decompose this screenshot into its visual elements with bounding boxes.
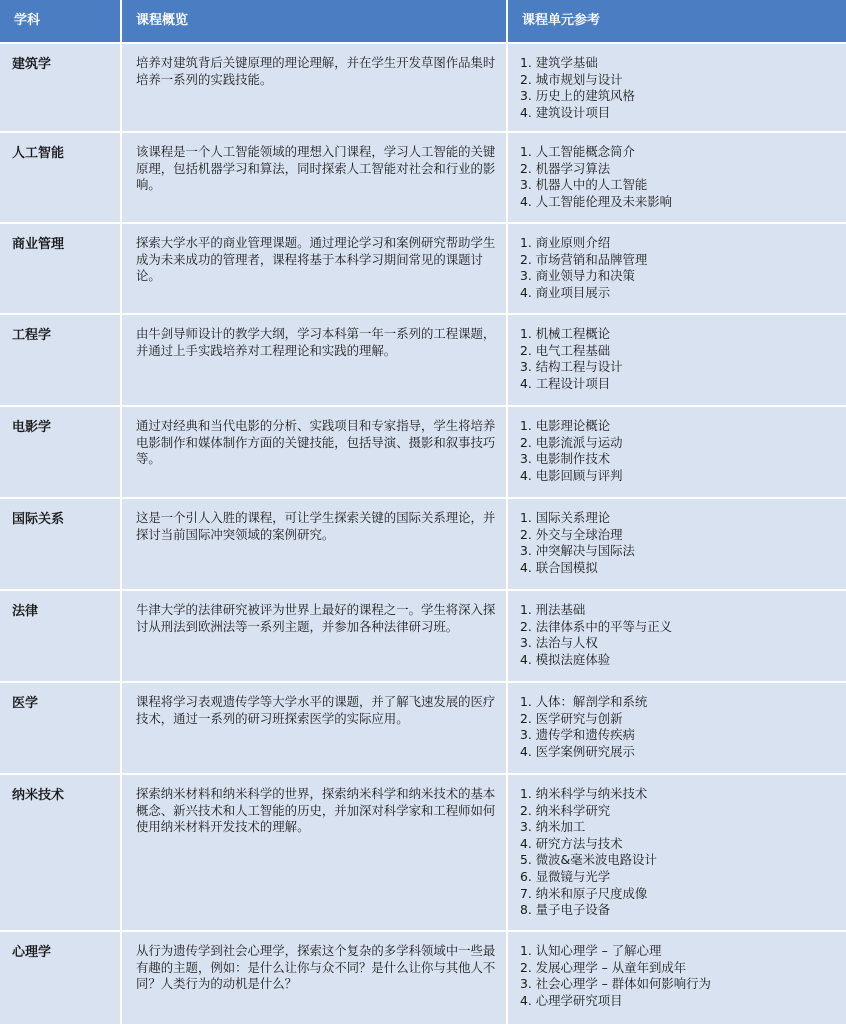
overview-cell	[122, 44, 506, 131]
unit-item: 2. 发展心理学 – 从童年到成年	[520, 959, 687, 975]
course-overview: 由牛剑导师设计的教学大纲，学习本科第一年一系列的工程课题，并通过上手实践培养对工程理论和实践的理解。	[136, 326, 496, 358]
unit-item: 2. 市场营销和品牌管理	[520, 251, 648, 267]
table-row	[0, 44, 846, 131]
overview-cell	[122, 133, 506, 222]
units-cell	[508, 683, 846, 773]
unit-item: 2. 电气工程基础	[520, 342, 611, 358]
header-overview: 课程概览	[122, 0, 506, 42]
unit-item: 4. 研究方法与技术	[520, 835, 623, 851]
subject-cell	[0, 932, 120, 1024]
unit-item: 4. 商业项目展示	[520, 284, 611, 300]
subject-cell	[0, 499, 120, 589]
table-row	[0, 407, 846, 497]
subject-cell	[0, 683, 120, 773]
unit-item: 5. 微波&毫米波电路设计	[520, 852, 657, 868]
table-row	[0, 315, 846, 405]
unit-item: 2. 外交与全球治理	[520, 526, 623, 542]
overview-cell	[122, 499, 506, 589]
subject-cell	[0, 775, 120, 930]
unit-item: 4. 医学案例研究展示	[520, 743, 635, 759]
header-subject: 学科	[0, 0, 120, 42]
units-cell	[508, 407, 846, 497]
course-overview: 通过对经典和当代电影的分析、实践项目和专家指导，学生将培养电影制作和媒体制作方面的关键技能，包括导演、摄影和叙事技巧等。	[136, 418, 496, 467]
subject-cell	[0, 44, 120, 131]
unit-item: 3. 电影制作技术	[520, 451, 611, 467]
unit-item: 4. 联合国模拟	[520, 559, 598, 575]
units-cell	[508, 591, 846, 681]
course-overview: 探索纳米材料和纳米科学的世界，探索纳米科学和纳米技术的基本概念、新兴技术和人工智能的历史，并加深对科学家和工程师如何使用纳米材料开发技术的理解。	[136, 786, 496, 835]
subject-name: 建筑学	[12, 57, 52, 72]
unit-list	[520, 55, 842, 121]
unit-item: 2. 医学研究与创新	[520, 710, 623, 726]
units-cell	[508, 224, 846, 313]
overview-cell	[122, 775, 506, 930]
units-cell	[508, 932, 846, 1024]
subject-cell	[0, 315, 120, 405]
unit-item: 1. 国际关系理论	[520, 510, 611, 525]
units-cell	[508, 133, 846, 222]
unit-item: 3. 机器人中的人工智能	[520, 177, 648, 193]
unit-list	[520, 418, 842, 484]
table-row	[0, 499, 846, 589]
table-row	[0, 932, 846, 1024]
unit-item: 1. 机械工程概论	[520, 326, 611, 341]
subject-cell	[0, 224, 120, 313]
course-overview: 该课程是一个人工智能领域的理想入门课程，学习人工智能的关键原理，包括机器学习和算法，同时探索人工智能对社会和行业的影响。	[136, 144, 496, 193]
unit-item: 4. 电影回顾与评判	[520, 467, 623, 483]
unit-item: 3. 法治与人权	[520, 635, 598, 651]
unit-item: 4. 建筑设计项目	[520, 104, 611, 120]
overview-cell	[122, 407, 506, 497]
unit-item: 1. 认知心理学 – 了解心理	[520, 943, 662, 958]
unit-item: 4. 工程设计项目	[520, 375, 611, 391]
subject-name: 国际关系	[12, 512, 65, 527]
unit-item: 3. 结构工程与设计	[520, 359, 623, 375]
unit-item: 1. 电影理论概论	[520, 418, 611, 433]
unit-item: 1. 建筑学基础	[520, 55, 598, 70]
course-overview: 课程将学习表观遗传学等大学水平的课题，并了解飞速发展的医疗技术，通过一系列的研习班探索医学的实际应用。	[136, 694, 496, 726]
subject-name: 法律	[12, 604, 39, 619]
course-overview: 探索大学水平的商业管理课题。通过理论学习和案例研究帮助学生成为未来成功的管理者，课程将基于本科学习期间常见的课题讨论。	[136, 235, 496, 284]
unit-item: 3. 商业领导力和决策	[520, 268, 635, 284]
subject-name: 心理学	[12, 945, 52, 960]
unit-item: 1. 纳米科学与纳米技术	[520, 786, 648, 801]
overview-cell	[122, 683, 506, 773]
subject-name: 医学	[12, 696, 39, 711]
units-cell	[508, 499, 846, 589]
table-row	[0, 591, 846, 681]
unit-item: 4. 心理学研究项目	[520, 992, 623, 1008]
course-overview: 牛津大学的法律研究被评为世界上最好的课程之一。学生将深入探讨从刑法到欧洲法等一系列主题，并参加各种法律研习班。	[136, 602, 496, 634]
units-cell	[508, 315, 846, 405]
subject-name: 人工智能	[12, 146, 65, 161]
unit-item: 3. 纳米加工	[520, 819, 586, 835]
overview-cell	[122, 932, 506, 1024]
unit-item: 2. 城市规划与设计	[520, 71, 623, 87]
unit-item: 6. 显微镜与光学	[520, 868, 611, 884]
subject-cell	[0, 407, 120, 497]
header-units: 课程单元参考	[508, 0, 846, 42]
unit-list	[520, 235, 842, 301]
unit-item: 1. 商业原则介绍	[520, 235, 611, 250]
unit-item: 7. 纳米和原子尺度成像	[520, 885, 648, 901]
unit-item: 2. 纳米科学研究	[520, 802, 611, 818]
table-row	[0, 224, 846, 313]
unit-list	[520, 602, 842, 668]
course-overview: 从行为遗传学到社会心理学，探索这个复杂的多学科领域中一些最有趣的主题，例如：是什么让你与众不同？是什么让你与其他人不同？人类行为的动机是什么？	[136, 943, 496, 992]
unit-item: 1. 人工智能概念简介	[520, 144, 635, 159]
subject-cell	[0, 591, 120, 681]
unit-item: 4. 人工智能伦理及未来影响	[520, 193, 673, 209]
overview-cell	[122, 224, 506, 313]
unit-item: 3. 遗传学和遗传疾病	[520, 727, 635, 743]
unit-item: 1. 人体：解剖学和系统	[520, 694, 648, 709]
table-row	[0, 775, 846, 930]
unit-item: 2. 法律体系中的平等与正义	[520, 618, 673, 634]
subject-name: 工程学	[12, 328, 52, 343]
unit-item: 8. 量子电子设备	[520, 902, 611, 918]
unit-item: 3. 历史上的建筑风格	[520, 88, 635, 104]
units-cell	[508, 775, 846, 930]
subject-name: 商业管理	[12, 237, 65, 252]
subject-name: 纳米技术	[12, 788, 65, 803]
subject-cell	[0, 133, 120, 222]
unit-list	[520, 786, 842, 919]
unit-list	[520, 510, 842, 576]
course-overview: 培养对建筑背后关键原理的理论理解，并在学生开发草图作品集时培养一系列的实践技能。	[136, 55, 496, 87]
unit-item: 3. 冲突解决与国际法	[520, 543, 635, 559]
table-row	[0, 683, 846, 773]
course-overview: 这是一个引人入胜的课程，可让学生探索关键的国际关系理论，并探讨当前国际冲突领域的案例研究。	[136, 510, 496, 542]
unit-item: 2. 电影流派与运动	[520, 434, 623, 450]
unit-item: 4. 模拟法庭体验	[520, 651, 611, 667]
unit-list	[520, 943, 842, 1009]
unit-list	[520, 326, 842, 392]
table-row	[0, 133, 846, 222]
overview-cell	[122, 591, 506, 681]
unit-list	[520, 144, 842, 210]
unit-item: 3. 社会心理学 – 群体如何影响行为	[520, 976, 711, 992]
subject-name: 电影学	[12, 420, 52, 435]
unit-list	[520, 694, 842, 760]
unit-item: 1. 刑法基础	[520, 602, 586, 617]
units-cell	[508, 44, 846, 131]
unit-item: 2. 机器学习算法	[520, 160, 611, 176]
overview-cell	[122, 315, 506, 405]
